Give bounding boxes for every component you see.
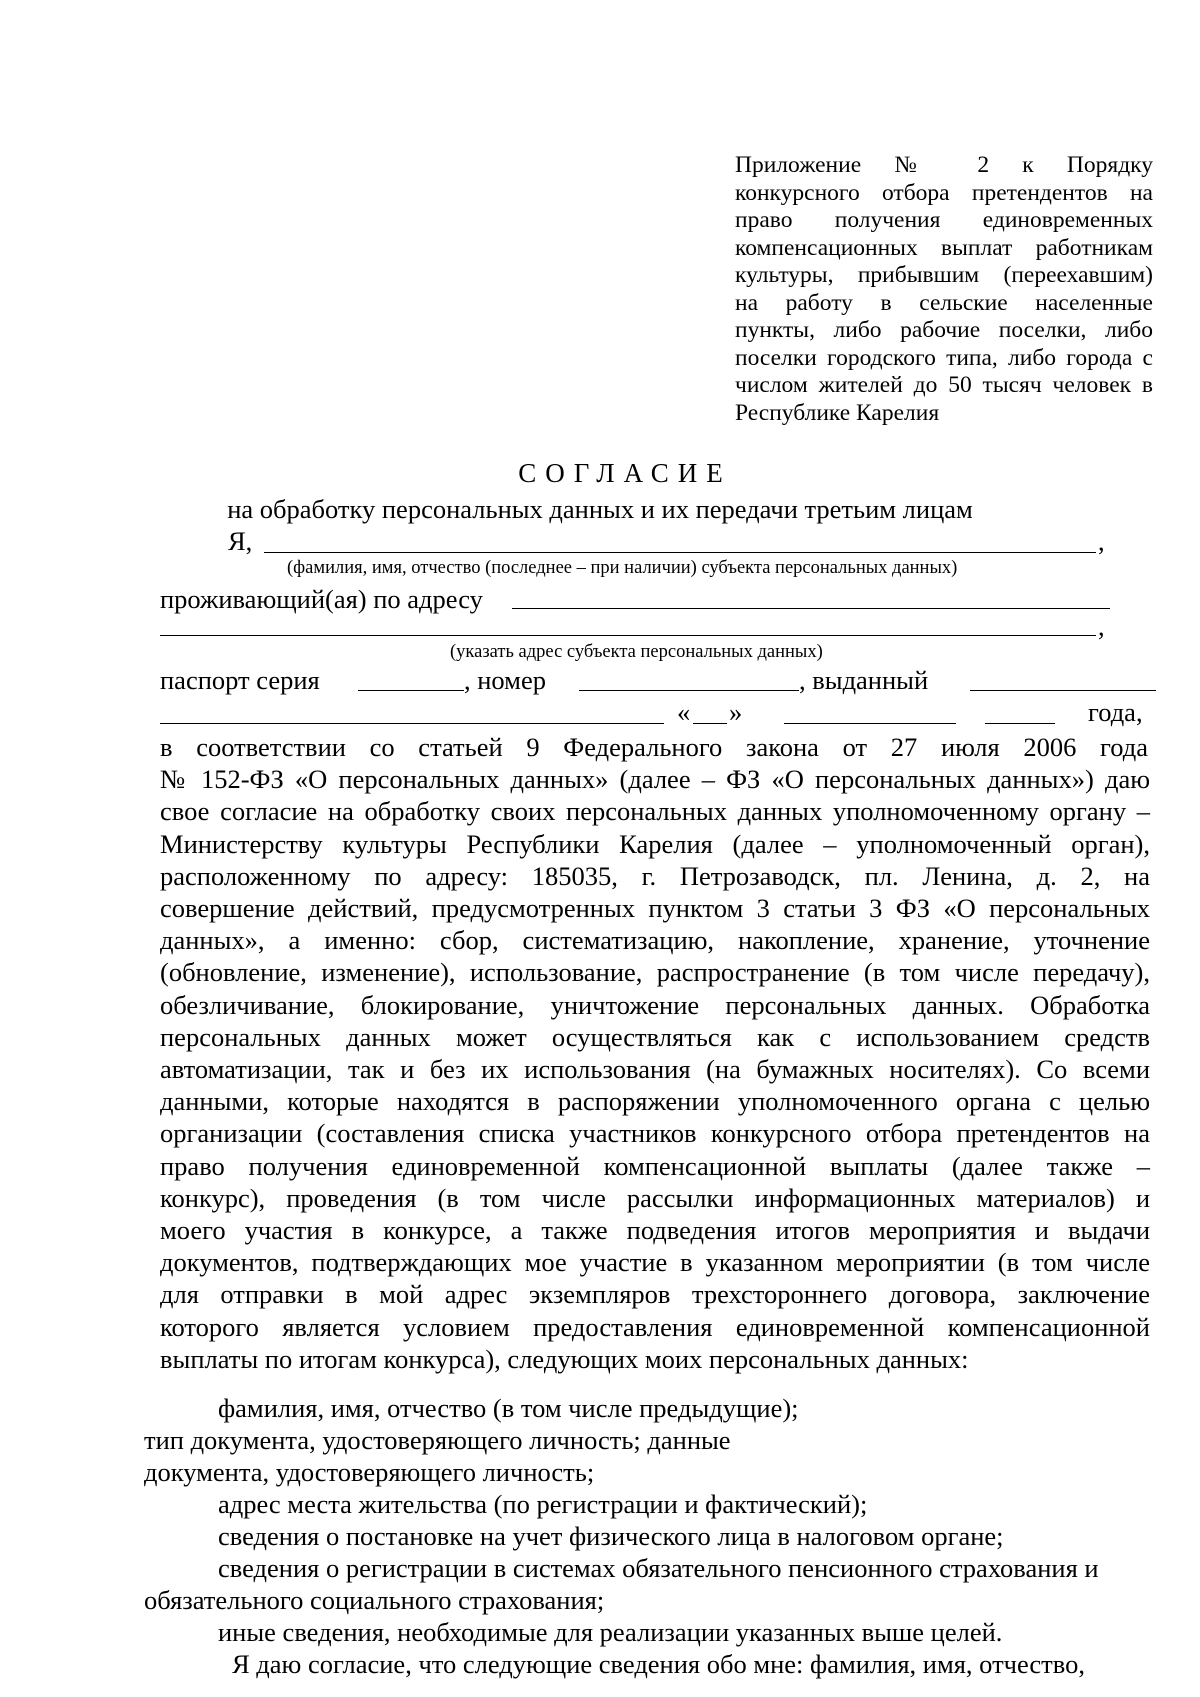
appendix-line: Приложение № 2 к Порядку (735, 152, 1153, 178)
body-line: (обновление, изменение), использование, распространение (в том числе передачу), (160, 957, 1150, 988)
appendix-line: на работу в сельские населенные (735, 289, 1153, 316)
passport-number-label: , номер (464, 665, 546, 695)
body-line: моего участия в конкурсе, а также подведения итогов мероприятия и выдачи (160, 1215, 1150, 1246)
fio-hint: (фамилия, имя, отчество (последнее – при наличии) субъекта персональных данных) (287, 558, 958, 578)
body-line: конкурс), проведения (в том числе рассылки информационных материалов) и (160, 1182, 1150, 1213)
address-field-line[interactable] (512, 608, 1110, 609)
issue-year-field[interactable] (985, 723, 1055, 724)
body-line: выплаты по итогам конкурса), следующих моих персональных данных: (160, 1343, 969, 1374)
body-line: Министерству культуры Республики Карелия (далее – уполномоченный орган), (160, 828, 1150, 859)
body-line: организации (составления списка участников конкурсного отбора претендентов на (160, 1118, 1150, 1149)
appendix-line: поселки городского типа, либо города с (735, 344, 1153, 371)
body-line: документов, подтверждающих мое участие в указанном мероприятии (в том числе (160, 1247, 1150, 1278)
quote-close: » (729, 697, 743, 727)
consent-paragraph (160, 731, 1150, 1375)
list-item: сведения о регистрации в системах обязательного пенсионного страхования и (218, 1553, 1099, 1583)
fio-field-line[interactable] (264, 552, 1096, 553)
passport-series-field[interactable] (358, 690, 464, 691)
passport-number-field[interactable] (579, 690, 799, 691)
address-hint: (указать адрес субъекта персональных данных) (450, 642, 823, 662)
body-line: данных», а именно: сбор, систематизацию, накопление, хранение, уточнение (160, 925, 1150, 956)
appendix-line: пункты, либо рабочие поселки, либо (735, 317, 1153, 343)
list-item: документа, удостоверяющего личность; (144, 1457, 595, 1487)
body-line: право получения единовременной компенсационной выплаты (далее также – (160, 1150, 1150, 1181)
body-line: которого является условием предоставления единовременной компенсационной (160, 1311, 1150, 1342)
i-label: Я, (228, 526, 253, 556)
document-subtitle: на обработку персональных данных и их передачи третьим лицам (227, 494, 973, 524)
list-item: сведения о постановке на учет физического лица в налоговом органе; (218, 1521, 1004, 1551)
passport-issued-field[interactable] (970, 690, 1156, 691)
body-line: данными, которые находятся в распоряжении уполномоченного органа с целью (160, 1086, 1150, 1117)
body-line: персональных данных может осуществляться как с использованием средств (160, 1021, 1150, 1052)
body-line: обезличивание, блокирование, уничтожение персональных данных. Обработка (160, 989, 1150, 1020)
list-item: адрес места жительства (по регистрации и фактический); (218, 1489, 868, 1519)
document-title: СОГЛАСИЕ (518, 458, 732, 488)
passport-issued-label: , выданный (799, 665, 929, 695)
appendix-line: конкурсного отбора претендентов на (735, 179, 1153, 206)
appendix-note (735, 152, 1153, 427)
comma: , (1098, 526, 1105, 556)
body-line: для отправки в мой адрес экземпляров трехстороннего договора, заключение (160, 1279, 1150, 1310)
issue-day-field[interactable] (693, 723, 727, 724)
appendix-line: культуры, прибывшим (переехавшим) (735, 262, 1153, 288)
body-line: автоматизации, так и без их использования (на бумажных носителях). Со всеми (160, 1054, 1150, 1085)
body-line: в соответствии со статьей 9 Федерального закона от 27 июля 2006 года (160, 732, 1148, 762)
appendix-line: право получения единовременных (735, 207, 1153, 233)
comma: , (1098, 611, 1105, 641)
list-item: обязательного социального страхования; (144, 1585, 605, 1615)
body-line: расположенному по адресу: 185035, г. Петрозаводск, пл. Ленина, д. 2, на (160, 860, 1150, 891)
issued-by-field[interactable] (160, 723, 664, 724)
appendix-line: числом жителей до 50 тысяч человек в (735, 372, 1153, 398)
address-field-line-2[interactable] (160, 635, 1096, 636)
quote-open: « (677, 697, 691, 727)
list-item: тип документа, удостоверяющего личность; данные (144, 1425, 731, 1455)
list-item: фамилия, имя, отчество (в том числе предыдущие); (218, 1393, 799, 1423)
year-label: года, (1088, 697, 1143, 727)
body-line: № 152-ФЗ «О персональных данных» (далее – ФЗ «О персональных данных») даю (160, 764, 1150, 795)
list-item: иные сведения, необходимые для реализации указанных выше целей. (218, 1617, 1003, 1647)
address-label: проживающий(ая) по адресу (160, 584, 483, 614)
issue-month-field[interactable] (784, 723, 956, 724)
body-line: свое согласие на обработку своих персональных данных уполномоченному органу – (160, 796, 1150, 827)
final-paragraph-start: Я даю согласие, что следующие сведения обо мне: фамилия, имя, отчество, (232, 1649, 1085, 1679)
appendix-line: Республике Карелия (735, 399, 940, 426)
appendix-line: компенсационных выплат работникам (735, 234, 1153, 261)
passport-series-label: паспорт серия (160, 665, 320, 695)
body-line: совершение действий, предусмотренных пунктом 3 статьи 3 ФЗ «О персональных (160, 893, 1150, 924)
